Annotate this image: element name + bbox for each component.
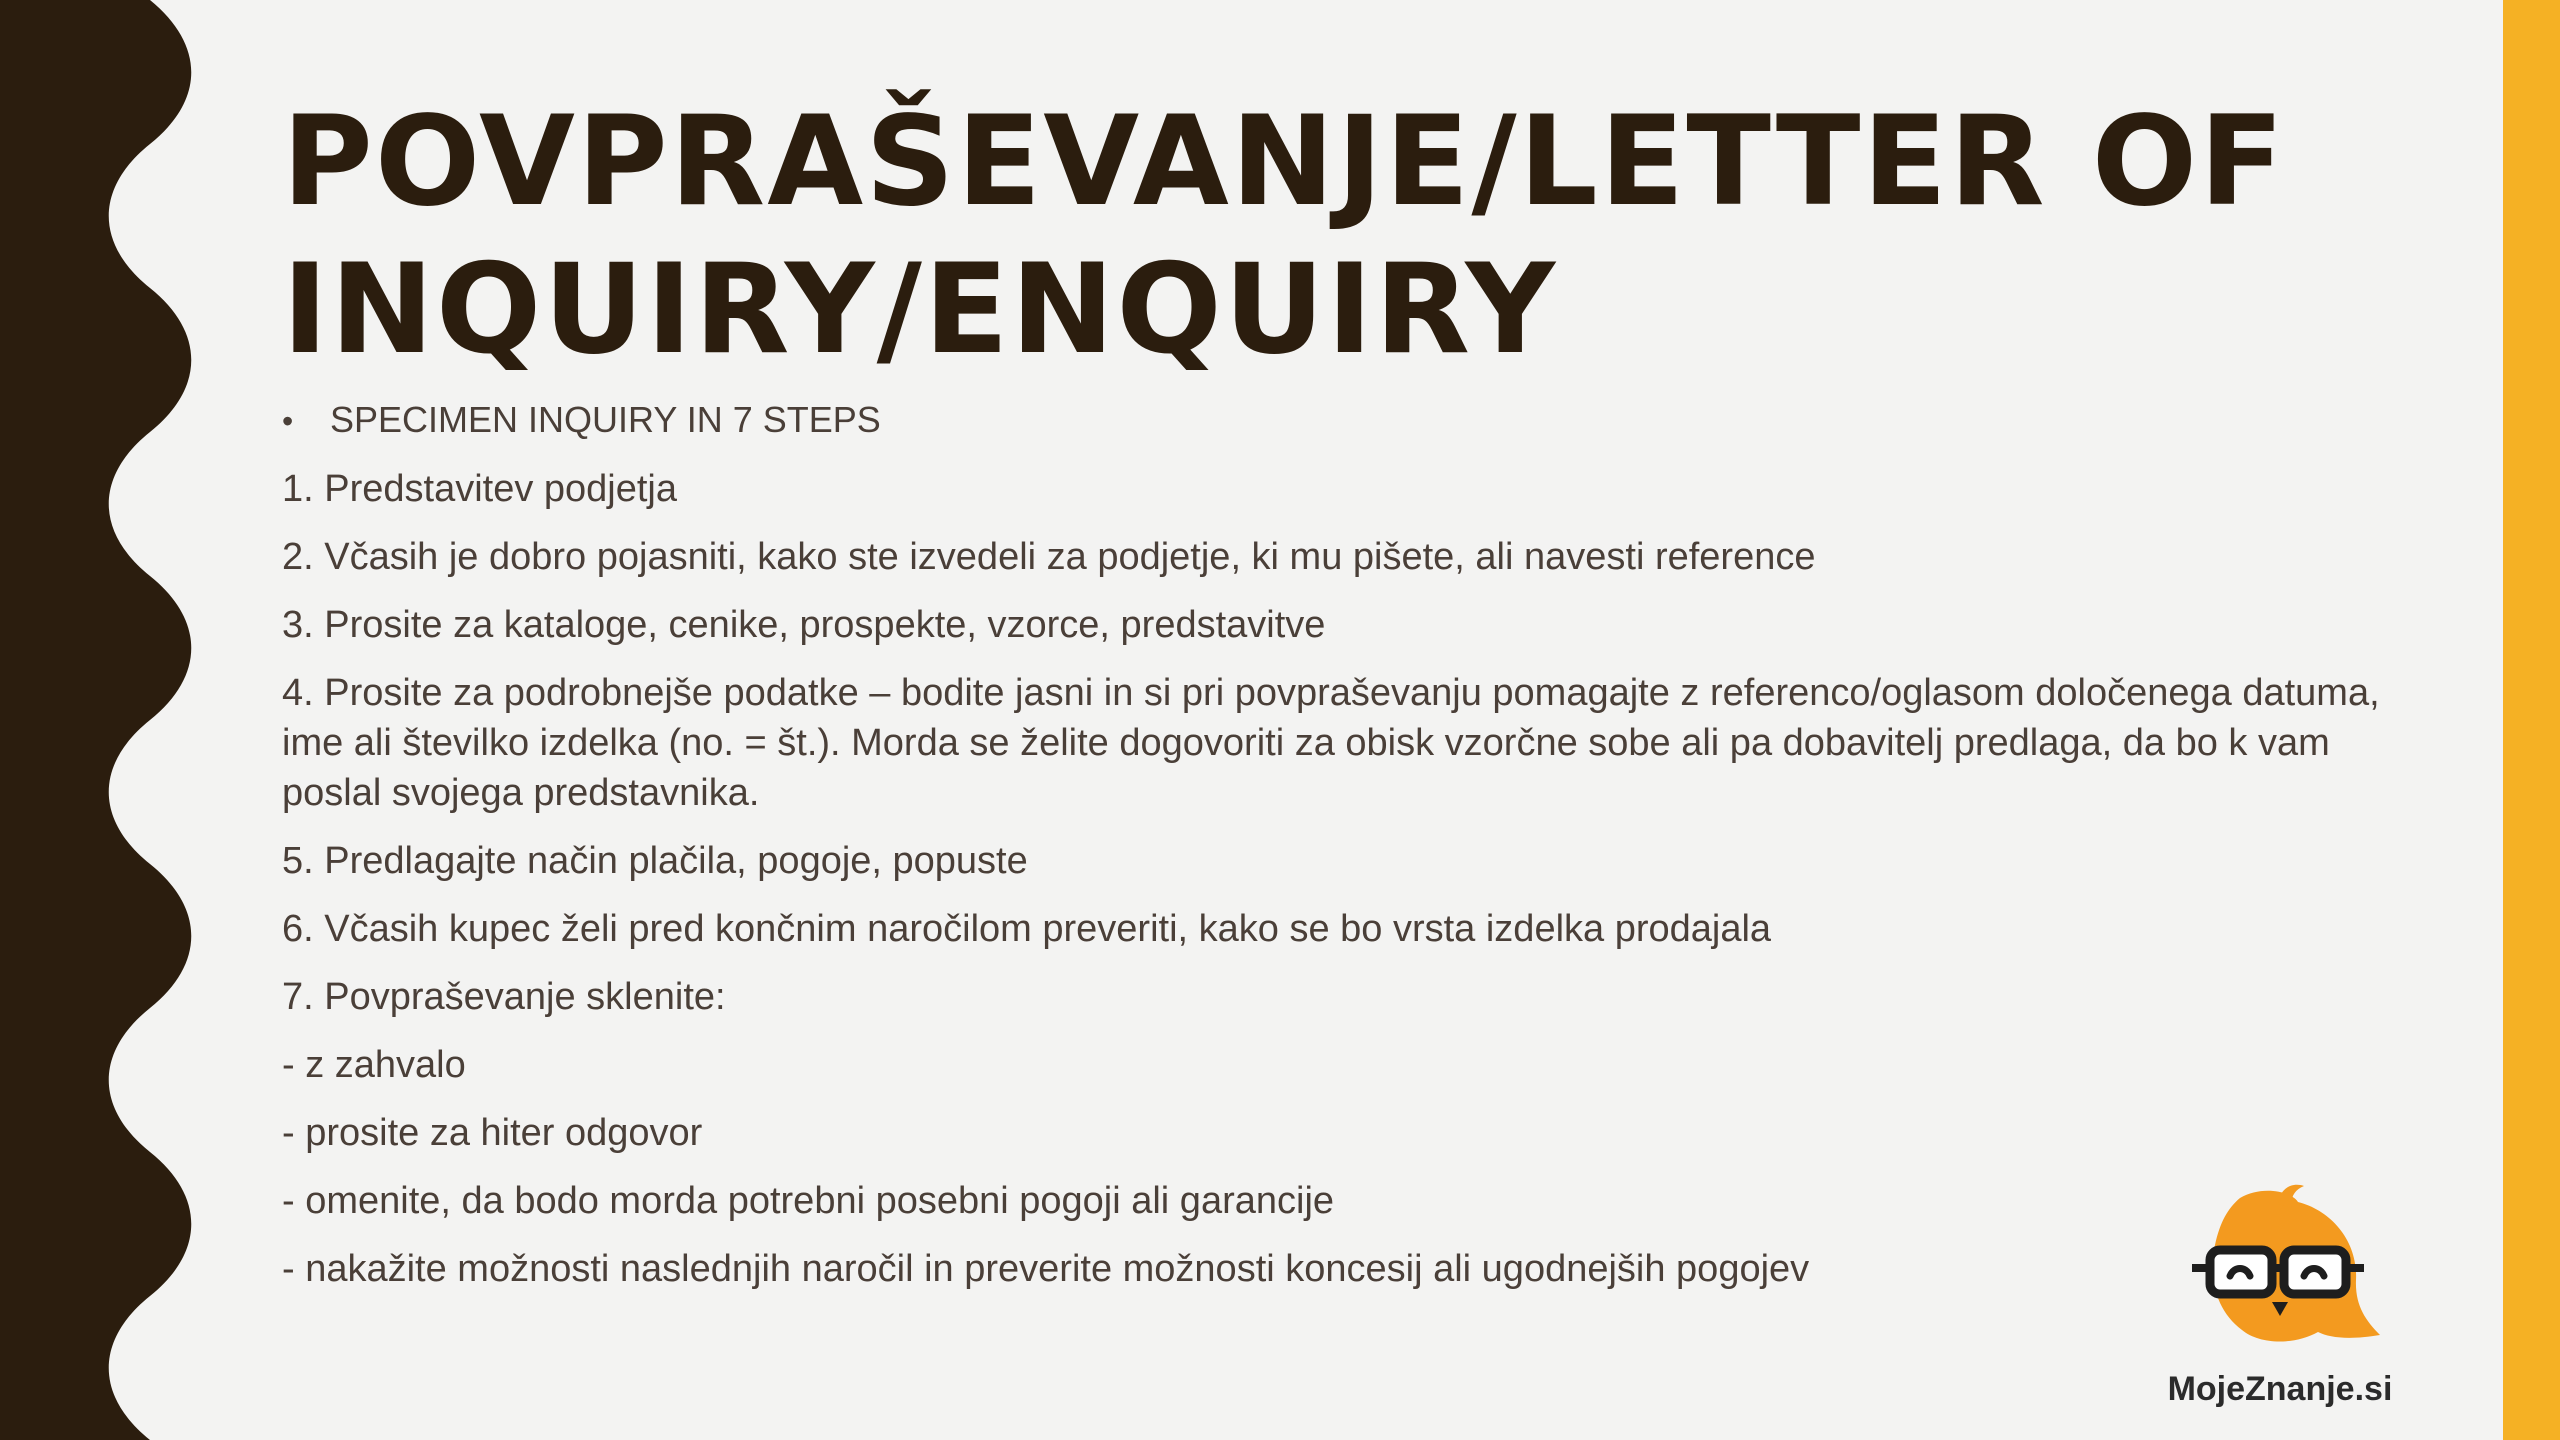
- bullet-text: SPECIMEN INQUIRY IN 7 STEPS: [330, 399, 881, 440]
- left-wave-band: [0, 0, 200, 1440]
- closing-item-conditions: - omenite, da bodo morda potrebni posebni pogoji ali garancije: [282, 1180, 1335, 1222]
- slide-content: [282, 395, 2382, 1312]
- bullet-item: [282, 395, 2382, 446]
- right-accent-stripe: [2503, 0, 2560, 1440]
- step-1: 1. Predstavitev podjetja: [282, 468, 678, 510]
- step-5: 5. Predlagajte način plačila, pogoje, popuste: [282, 840, 1028, 882]
- slide-title: POVPRAŠEVANJE/LETTER OF INQUIRY/ENQUIRY: [282, 90, 2286, 382]
- step-7: 7. Povpraševanje sklenite:: [282, 976, 726, 1018]
- closing-item-next-orders: - nakažite možnosti naslednjih naročil in preverite možnosti koncesij ali ugodnejših pogojev: [282, 1248, 1810, 1290]
- step-2: 2. Včasih je dobro pojasniti, kako ste izvedeli za podjetje, ki mu pišete, ali navesti reference: [282, 536, 1816, 578]
- mojeznanje-logo[interactable]: [2150, 1180, 2410, 1410]
- closing-item-thanks: - z zahvalo: [282, 1044, 466, 1086]
- owl-with-glasses-icon: [2180, 1180, 2390, 1360]
- step-3: 3. Prosite za kataloge, cenike, prospekte, vzorce, predstavitve: [282, 604, 1326, 646]
- step-6: 6. Včasih kupec želi pred končnim naročilom preveriti, kako se bo vrsta izdelka prodajala: [282, 908, 1772, 950]
- step-4: 4. Prosite za podrobnejše podatke – bodite jasni in si pri povpraševanju pomagajte z referenco/oglasom določenega datuma, ime ali številko izdelka (no. = št.). Morda se želite dogovoriti za obisk vzorčne sobe ali pa dobavitelj predlaga, da bo k vam poslal svojega predstavnika.: [282, 672, 2380, 814]
- closing-item-reply: - prosite za hiter odgovor: [282, 1112, 703, 1154]
- bullet-dot-icon: •: [282, 403, 294, 439]
- logo-text: MojeZnanje.si: [2167, 1370, 2393, 1408]
